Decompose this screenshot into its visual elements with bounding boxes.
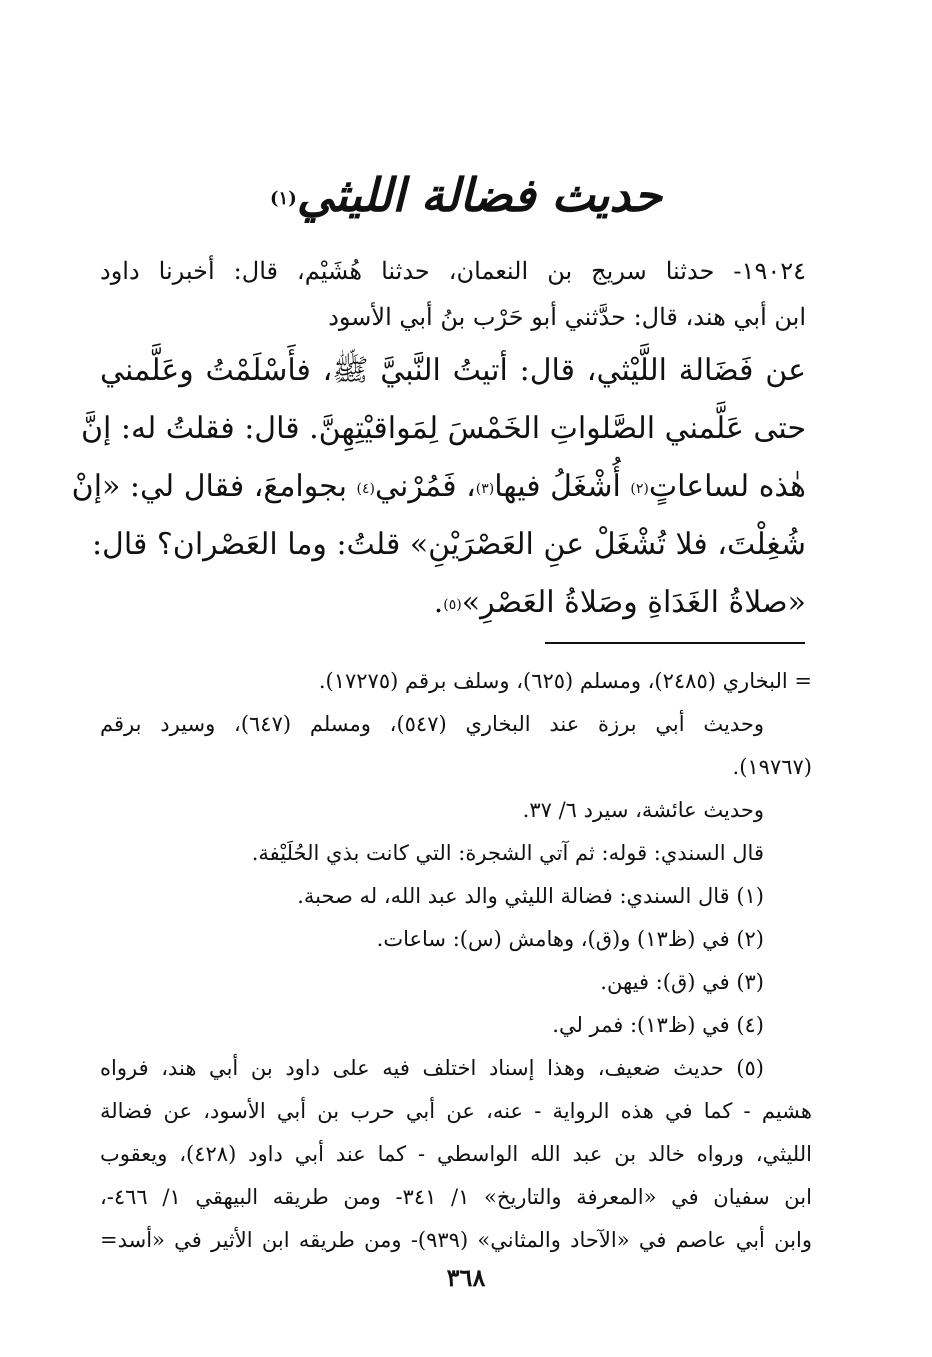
footnote-ref: (٣)	[475, 481, 495, 497]
matn-line: عن فَضَالة اللَّيْثي، قال: أتيتُ النَّبيَّ ﷺ، فأَسْلَمْتُ وعَلَّمني	[100, 353, 806, 388]
title-text: حديث فضالة الليثي	[296, 168, 663, 222]
footnote-line: ابن سفيان في «المعرفة والتاريخ» ١/ ٣٤١- ومن طريقه البيهقي ١/ ٤٦٦-،	[100, 1185, 812, 1209]
footnote-line: وابن أبي عاصم في «الآحاد والمثاني» (٩٣٩)- ومن طريقه ابن الأثير في «أسد=	[100, 1228, 812, 1252]
matn-text: ، فَمُرْني	[374, 469, 476, 504]
footnote-line: (٢) في (ظ١٣) و(ق)، وهامش (س): ساعات.	[376, 927, 764, 951]
isnad-line: ١٩٠٢٤- حدثنا سريج بن النعمان، حدثنا هُشَيْم، قال: أخبرنا داود	[100, 257, 806, 285]
footnote-line: = البخاري (٢٤٨٥)، ومسلم (٦٢٥)، وسلف برقم (١٧٢٧٥).	[318, 669, 812, 693]
footnote-line: (٤) في (ظ١٣): فمر لي.	[552, 1013, 764, 1037]
footnote-line: وحديث عائشة، سيرد ٦/ ٣٧.	[522, 798, 764, 822]
page-number: ٣٦٨	[446, 1263, 486, 1292]
footnote-ref: (٥)	[443, 597, 462, 613]
footnote-line: قال السندي: قوله: ثم آتي الشجرة: التي كانت بذي الحُلَيْفة.	[251, 841, 764, 865]
footnote-line: (٥) حديث ضعيف، وهذا إسناد اختلف فيه على داود بن أبي هند، فرواه	[100, 1056, 764, 1080]
footnotes-block	[100, 660, 812, 1262]
matn-line: شُغِلْتَ، فلا تُشْغَلْ عنِ العَصْرَيْنِ» قلتُ: وما العَصْران؟ قال:	[91, 527, 806, 562]
matn-text: أُشْغَلُ فيها	[494, 469, 621, 504]
title-footnote-ref: (١)	[269, 188, 297, 209]
matn-text: .	[433, 585, 444, 620]
isnad-block	[100, 248, 806, 340]
footnote-line: (٣) في (ق): فيهن.	[600, 970, 764, 994]
matn-text: هٰذه لساعاتٍ	[648, 469, 806, 504]
footnote-line: الليثي، ورواه خالد بن عبد الله الواسطي - كما عند أبي داود (٤٢٨)، ويعقوب	[100, 1142, 812, 1166]
footnote-line: هشيم - كما في هذه الرواية - عنه، عن أبي حرب بن أبي الأسود، عن فضالة	[100, 1099, 812, 1123]
matn-line	[100, 574, 806, 632]
footnote-ref: (٤)	[356, 481, 375, 497]
footnote-ref: (٢)	[630, 481, 649, 497]
matn-text: بجوامعَ، فقال لي: «إنْ	[71, 469, 357, 504]
footnote-line: (١٩٧٦٧).	[732, 755, 812, 779]
footnote-separator	[545, 642, 805, 644]
footnote-line: (١) قال السندي: فضالة الليثي والد عبد الله، له صحبة.	[297, 884, 764, 908]
matn-block	[71, 342, 806, 632]
footnote-line: وحديث أبي برزة عند البخاري (٥٤٧)، ومسلم (٦٤٧)، وسيرد برقم	[100, 712, 764, 736]
matn-text: «صلاةُ الغَدَاةِ وصَلاةُ العَصْرِ»	[461, 585, 806, 620]
matn-line: حتى عَلَّمني الصَّلواتِ الخَمْسَ لِمَواقيْتِهِنَّ. قال: فقلتُ له: إنَّ	[80, 411, 806, 446]
hadith-title	[0, 160, 932, 230]
matn-line	[71, 458, 806, 516]
isnad-line: ابن أبي هند، قال: حدَّثني أبو حَرْب بنُ أبي الأسود	[328, 303, 806, 331]
